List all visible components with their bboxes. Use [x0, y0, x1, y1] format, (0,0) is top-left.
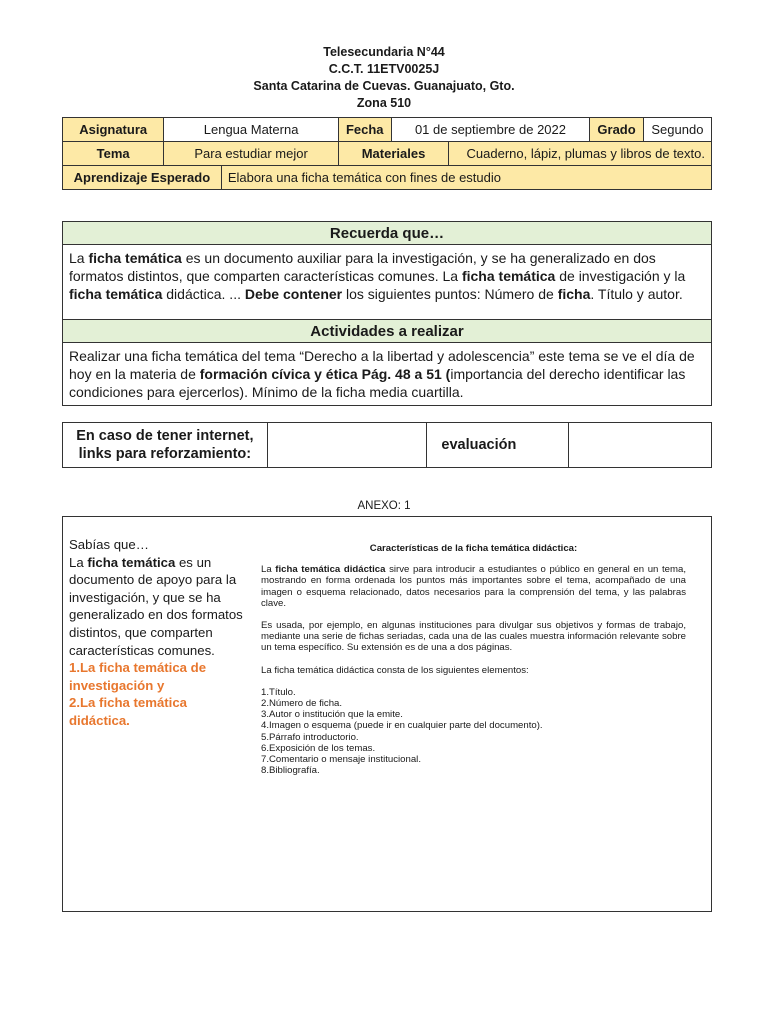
- list-item: 4.Imagen o esquema (puede ir en cualquier parte del documento).: [261, 720, 543, 732]
- school-cct: C.C.T. 11ETV0025J: [328, 62, 440, 76]
- content-table: [62, 221, 712, 406]
- info-table: [62, 117, 712, 190]
- list-item: 3.Autor o institución que la emite.: [261, 709, 403, 721]
- asignatura-label: Asignatura: [63, 118, 164, 142]
- caracteristicas-paragraph-1: La ficha temática didáctica sirve para introducir a estudiantes o público en general en un tema, mostrando en forma ordenada los puntos más importantes sobre el tema, acompañado de una imagen o esquema relacionado, datos necesarios para la comprensión del tema, y las palabras clave.: [261, 564, 686, 609]
- recuerda-title: Recuerda que…: [63, 222, 712, 245]
- caracteristicas-paragraph-2: Es usada, por ejemplo, en algunas instituciones para divulgar sus objetivos y formas de trabajo, mediante una serie de fichas seriadas, cada una de las cuales muestra información relevante sobre un tema específico. Su extensión es de una a dos páginas.: [261, 620, 686, 654]
- anexo-label: ANEXO: 1: [357, 500, 411, 512]
- anexo-box: [62, 516, 712, 912]
- caracteristicas-title: Características de la ficha temática didáctica:: [369, 543, 578, 554]
- materiales-label: Materiales: [338, 142, 448, 166]
- recuerda-body: La ficha temática es un documento auxiliar para la investigación, y se ha generalizado en dos formatos distintos, que comparten características comunes. La ficha temática de investigación y la ficha temática didáctica. ... Debe contener los siguientes puntos: Número de ficha. Título y autor.: [63, 245, 712, 320]
- info-row-1: [63, 118, 712, 142]
- aprendizaje-value: Elabora una ficha temática con fines de estudio: [221, 166, 711, 190]
- materiales-value: Cuaderno, lápiz, plumas y libros de texto.: [449, 142, 712, 166]
- sabias-que-text: La ficha temática es un documento de apoyo para la investigación, y que se ha generalizado en dos formatos distintos, que comparten características comunes.: [69, 554, 243, 658]
- sabias-que-heading: Sabías que…: [69, 537, 149, 552]
- info-row-2: [63, 142, 712, 166]
- fecha-label: Fecha: [338, 118, 391, 142]
- actividades-body: Realizar una ficha temática del tema “Derecho a la libertad y adolescencia” este tema se ve el día de hoy en la materia de formación cívica y ética Pág. 48 a 51 (importancia del derecho identificar las condiciones para ejercerlos). Mínimo de la ficha media cuartilla.: [63, 343, 712, 406]
- evaluacion-label: evaluación: [427, 423, 569, 468]
- list-item: 8.Bibliografía.: [261, 765, 320, 777]
- links-table: [62, 422, 712, 468]
- school-location: Santa Catarina de Cuevas. Guanajuato, Gto.: [253, 79, 515, 93]
- grado-value: Segundo: [643, 118, 711, 142]
- school-name: Telesecundaria N°44: [323, 45, 445, 59]
- evaluacion-cell: [569, 423, 712, 468]
- document-header: [0, 44, 768, 112]
- internet-links-label: En caso de tener internet, links para reforzamiento:: [63, 423, 268, 468]
- tema-value: Para estudiar mejor: [164, 142, 339, 166]
- list-item: 6.Exposición de los temas.: [261, 742, 376, 754]
- list-item: 2.Número de ficha.: [261, 698, 343, 710]
- info-row-3: [63, 166, 712, 190]
- list-item: 7.Comentario o mensaje institucional.: [261, 754, 421, 766]
- sabias-que-column: [69, 536, 244, 730]
- elementos-list: [261, 687, 686, 777]
- list-item: 1.Título.: [261, 686, 296, 698]
- links-cell: [267, 423, 427, 468]
- asignatura-value: Lengua Materna: [164, 118, 339, 142]
- aprendizaje-label: Aprendizaje Esperado: [63, 166, 222, 190]
- list-item: 5.Párrafo introductorio.: [261, 731, 359, 743]
- grado-label: Grado: [590, 118, 644, 142]
- tipo-ficha-1: 1.La ficha temática de investigación y: [69, 660, 207, 693]
- caracteristicas-column: [261, 543, 686, 776]
- actividades-title: Actividades a realizar: [63, 320, 712, 343]
- tema-label: Tema: [63, 142, 164, 166]
- fecha-value: 01 de septiembre de 2022: [391, 118, 590, 142]
- tipo-ficha-2: 2.La ficha temática didáctica.: [69, 695, 188, 728]
- caracteristicas-paragraph-3: La ficha temática didáctica consta de los siguientes elementos:: [261, 664, 529, 676]
- school-zone: Zona 510: [356, 96, 412, 110]
